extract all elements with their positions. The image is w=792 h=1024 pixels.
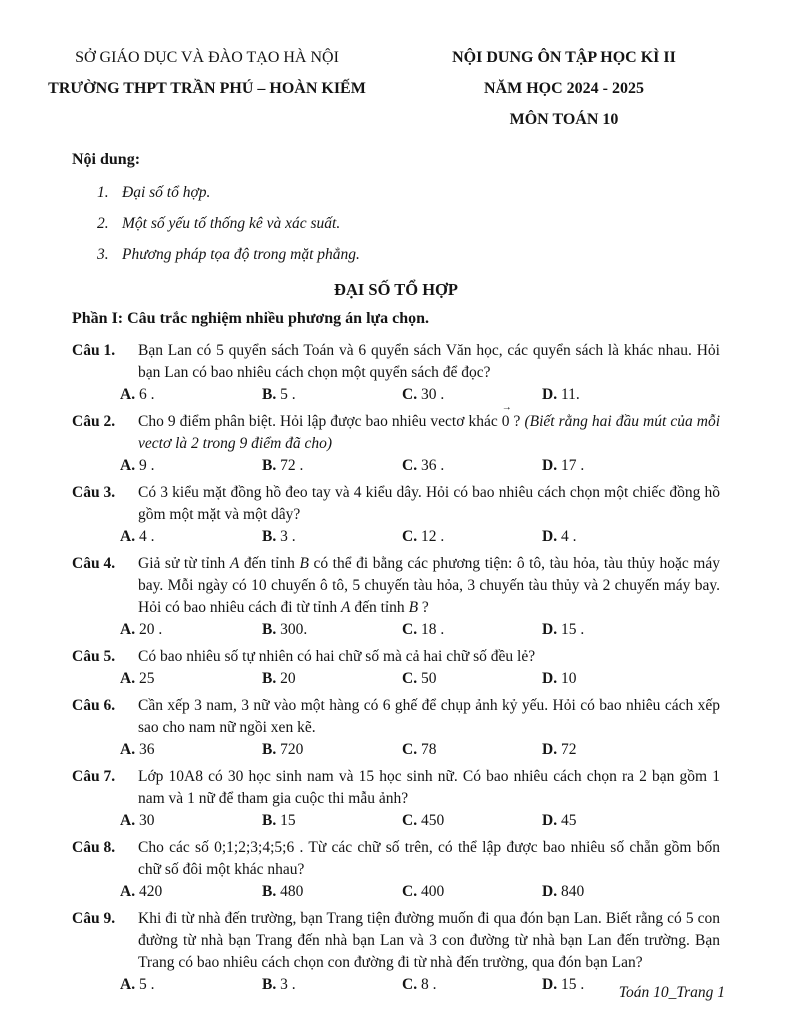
- content-heading: Nội dung:: [72, 151, 141, 168]
- header-school-block: [48, 42, 366, 135]
- option-value: 25: [135, 670, 155, 687]
- option-cell: [262, 810, 402, 832]
- option-value: 36: [135, 741, 155, 758]
- body-segment: Cho các số 0;1;2;3;4;5;6 . Từ các chữ số trên, có thể lập được bao nhiêu số chẵn gồm bốn chữ số đôi một khác nhau?: [138, 839, 720, 878]
- list-item: [72, 208, 720, 239]
- option-cell: [262, 526, 402, 548]
- option-value: 20 .: [135, 621, 163, 638]
- option-value: 8 .: [417, 976, 437, 993]
- option-cell: [262, 974, 402, 996]
- vector-arrow-icon: →: [501, 402, 512, 413]
- option-value: 300.: [276, 621, 308, 638]
- option-cell: [262, 619, 402, 641]
- option-key: D.: [542, 621, 558, 638]
- question-body: [138, 402, 720, 455]
- option-cell: [542, 881, 720, 903]
- option-cell: [120, 739, 262, 761]
- question-label: Câu 3.: [72, 484, 116, 501]
- option-value: 15 .: [557, 621, 585, 638]
- option-cell: [402, 526, 542, 548]
- list-item: [72, 239, 720, 270]
- option-key: A.: [120, 386, 136, 403]
- option-value: 400: [417, 883, 445, 900]
- question-body: [138, 908, 720, 974]
- option-key: B.: [262, 528, 277, 545]
- option-key: B.: [262, 741, 277, 758]
- body-segment: Khi đi từ nhà đến trường, bạn Trang tiện đường muốn đi qua đón bạn Lan. Biết rằng có 5 con đường từ nhà bạn Trang đến nhà bạn Lan và 3 con đường từ nhà bạn Lan đến trường. Bạn Trang có bao nhiêu cách chọn con đường đi từ nhà đến trường, qua đón bạn Lan?: [138, 910, 720, 971]
- options-row: [120, 881, 720, 903]
- header-title-block: [438, 42, 690, 135]
- options-row: [120, 619, 720, 641]
- list-item: [72, 177, 720, 208]
- question-body: [138, 340, 720, 384]
- option-cell: [402, 668, 542, 690]
- option-value: 3 .: [276, 976, 296, 993]
- option-cell: [120, 384, 262, 406]
- body-segment: ?: [509, 413, 525, 430]
- options-row: [120, 526, 720, 548]
- option-key: D.: [542, 883, 558, 900]
- body-segment: ?: [418, 599, 429, 616]
- option-cell: [542, 739, 720, 761]
- option-value: 6 .: [135, 386, 155, 403]
- section-title: ĐẠI SỐ TỔ HỢP: [334, 280, 458, 299]
- option-cell: [120, 619, 262, 641]
- option-key: D.: [542, 812, 558, 829]
- option-cell: [402, 881, 542, 903]
- school-year: NĂM HỌC 2024 - 2025: [484, 80, 644, 97]
- option-key: D.: [542, 457, 558, 474]
- option-cell: [402, 974, 542, 996]
- option-key: D.: [542, 386, 558, 403]
- question-label: Câu 7.: [72, 768, 116, 785]
- option-value: 18 .: [417, 621, 445, 638]
- body-segment: A: [340, 599, 351, 616]
- list-item-text: Đại số tổ hợp.: [122, 184, 211, 201]
- option-cell: [120, 526, 262, 548]
- option-cell: [402, 739, 542, 761]
- body-segment: Cho 9 điểm phân biệt. Hỏi lập được bao nhiêu vectơ khác: [138, 413, 502, 430]
- option-key: A.: [120, 670, 136, 687]
- question-body: [138, 553, 720, 619]
- body-segment: B: [408, 599, 419, 616]
- content-list: [72, 177, 720, 270]
- option-key: B.: [262, 386, 277, 403]
- body-segment: đến tỉnh: [350, 599, 409, 616]
- option-key: D.: [542, 976, 558, 993]
- body-segment: (Biết rằng hai đầu mút của mỗi vectơ là 2 trong 9 điểm đã cho): [138, 413, 720, 452]
- body-segment: → 0: [501, 402, 512, 430]
- page-footer-label: Toán 10_Trang 1: [618, 984, 725, 1001]
- option-value: 12 .: [417, 528, 445, 545]
- option-key: C.: [402, 621, 418, 638]
- option-cell: [120, 974, 262, 996]
- option-value: 4 .: [135, 528, 155, 545]
- option-key: B.: [262, 621, 277, 638]
- option-cell: [402, 455, 542, 477]
- option-cell: [262, 455, 402, 477]
- option-value: 50: [417, 670, 437, 687]
- option-cell: [120, 455, 262, 477]
- question-label: Câu 2.: [72, 413, 116, 430]
- option-cell: [262, 739, 402, 761]
- options-row: [120, 455, 720, 477]
- option-cell: [542, 384, 720, 406]
- list-item-number: 1.: [97, 184, 109, 201]
- question-list: [72, 340, 720, 996]
- option-value: 72 .: [276, 457, 304, 474]
- department-name: SỞ GIÁO DỤC VÀ ĐÀO TẠO HÀ NỘI: [75, 49, 339, 66]
- body-segment: Bạn Lan có 5 quyển sách Toán và 6 quyển sách Văn học, các quyển sách là khác nhau. Hỏi bạn Lan có bao nhiêu cách chọn một quyển sách để đọc?: [138, 342, 720, 381]
- question-body: [138, 695, 720, 739]
- option-key: C.: [402, 457, 418, 474]
- option-value: 840: [557, 883, 585, 900]
- option-value: 45: [557, 812, 577, 829]
- question-label: Câu 8.: [72, 839, 116, 856]
- option-value: 5 .: [135, 976, 155, 993]
- options-row: [120, 810, 720, 832]
- options-row: [120, 384, 720, 406]
- question-item: [72, 340, 720, 406]
- option-key: D.: [542, 670, 558, 687]
- option-cell: [542, 526, 720, 548]
- question-label: Câu 5.: [72, 648, 116, 665]
- list-item-text: Một số yếu tố thống kê và xác suất.: [122, 215, 341, 232]
- option-value: 10: [557, 670, 577, 687]
- option-value: 11.: [557, 386, 580, 403]
- question-label: Câu 9.: [72, 910, 116, 927]
- option-value: 20: [276, 670, 296, 687]
- option-cell: [120, 668, 262, 690]
- option-key: A.: [120, 741, 136, 758]
- option-key: A.: [120, 976, 136, 993]
- option-value: 30: [135, 812, 155, 829]
- option-cell: [542, 810, 720, 832]
- option-cell: [402, 619, 542, 641]
- option-cell: [120, 881, 262, 903]
- question-item: [72, 837, 720, 903]
- option-cell: [542, 455, 720, 477]
- option-cell: [402, 384, 542, 406]
- option-key: A.: [120, 883, 136, 900]
- body-segment: Giả sử từ tỉnh: [138, 555, 230, 572]
- option-cell: [542, 668, 720, 690]
- option-value: 78: [417, 741, 437, 758]
- option-key: A.: [120, 457, 136, 474]
- option-value: 480: [276, 883, 304, 900]
- option-value: 17 .: [557, 457, 585, 474]
- option-key: C.: [402, 386, 418, 403]
- question-item: [72, 695, 720, 761]
- document-title: NỘI DUNG ÔN TẬP HỌC KÌ II: [452, 49, 676, 66]
- option-key: B.: [262, 457, 277, 474]
- list-item-text: Phương pháp tọa độ trong mặt phẳng.: [122, 246, 360, 263]
- option-value: 5 .: [276, 386, 296, 403]
- question-item: [72, 482, 720, 548]
- body-segment: Có bao nhiêu số tự nhiên có hai chữ số mà cả hai chữ số đều lẻ?: [138, 648, 536, 665]
- part-heading: Phần I: Câu trắc nghiệm nhiều phương án lựa chọn.: [72, 310, 430, 327]
- list-item-number: 2.: [97, 215, 109, 232]
- option-value: 720: [276, 741, 304, 758]
- option-key: A.: [120, 812, 136, 829]
- option-value: 420: [135, 883, 163, 900]
- option-value: 4 .: [557, 528, 577, 545]
- option-cell: [262, 881, 402, 903]
- option-key: D.: [542, 741, 558, 758]
- body-segment: A: [229, 555, 240, 572]
- question-label: Câu 6.: [72, 697, 116, 714]
- option-key: B.: [262, 976, 277, 993]
- option-key: C.: [402, 812, 418, 829]
- option-key: C.: [402, 883, 418, 900]
- question-label: Câu 4.: [72, 555, 116, 572]
- body-segment: Cần xếp 3 nam, 3 nữ vào một hàng có 6 ghế để chụp ảnh kỷ yếu. Hỏi có bao nhiêu cách xếp sao cho nam nữ ngồi xen kẽ.: [138, 697, 720, 736]
- option-key: C.: [402, 670, 418, 687]
- question-item: [72, 553, 720, 641]
- option-cell: [120, 810, 262, 832]
- body-segment: Có 3 kiểu mặt đồng hồ đeo tay và 4 kiểu dây. Hỏi có bao nhiêu cách chọn một chiếc đồng hồ gồm một mặt và một dây?: [138, 484, 720, 523]
- option-value: 15: [276, 812, 296, 829]
- question-item: [72, 766, 720, 832]
- options-row: [120, 668, 720, 690]
- option-key: B.: [262, 883, 277, 900]
- body-segment: có thể đi bằng các phương tiện: ô tô, tàu hỏa, tàu thủy hoặc máy bay. Mỗi ngày có 10 chuyến ô tô, 5 chuyến tàu hỏa, 3 chuyến tàu thủy và 2 chuyến máy bay. Hỏi có bao nhiêu cách đi từ tỉnh: [138, 555, 720, 616]
- subject-title: MÔN TOÁN 10: [509, 111, 619, 128]
- option-cell: [542, 619, 720, 641]
- question-item: [72, 646, 720, 690]
- question-body: [138, 766, 720, 810]
- option-key: A.: [120, 621, 136, 638]
- option-cell: [402, 810, 542, 832]
- question-label: Câu 1.: [72, 342, 116, 359]
- option-value: 36 .: [417, 457, 445, 474]
- options-row: [120, 739, 720, 761]
- option-value: 15 .: [557, 976, 585, 993]
- option-value: 3 .: [276, 528, 296, 545]
- option-value: 72: [557, 741, 577, 758]
- option-key: B.: [262, 670, 277, 687]
- option-key: C.: [402, 528, 418, 545]
- option-value: 9 .: [135, 457, 155, 474]
- question-body: [138, 482, 720, 526]
- option-key: D.: [542, 528, 558, 545]
- option-key: C.: [402, 741, 418, 758]
- question-body: [138, 646, 720, 668]
- body-segment: đến tỉnh: [239, 555, 300, 572]
- question-item: [72, 402, 720, 477]
- body-segment: B: [299, 555, 309, 572]
- option-key: C.: [402, 976, 418, 993]
- school-name: TRƯỜNG THPT TRẦN PHÚ – HOÀN KIẾM: [48, 80, 366, 97]
- body-segment: Lớp 10A8 có 30 học sinh nam và 15 học sinh nữ. Có bao nhiêu cách chọn ra 2 bạn gồm 1 nam và 1 nữ để tham gia cuộc thi mẫu ảnh?: [138, 768, 720, 807]
- list-item-number: 3.: [97, 246, 109, 263]
- option-cell: [262, 668, 402, 690]
- option-key: B.: [262, 812, 277, 829]
- option-key: A.: [120, 528, 136, 545]
- option-cell: [262, 384, 402, 406]
- document-header: [48, 42, 720, 135]
- option-value: 450: [417, 812, 445, 829]
- question-body: [138, 837, 720, 881]
- option-value: 30 .: [417, 386, 445, 403]
